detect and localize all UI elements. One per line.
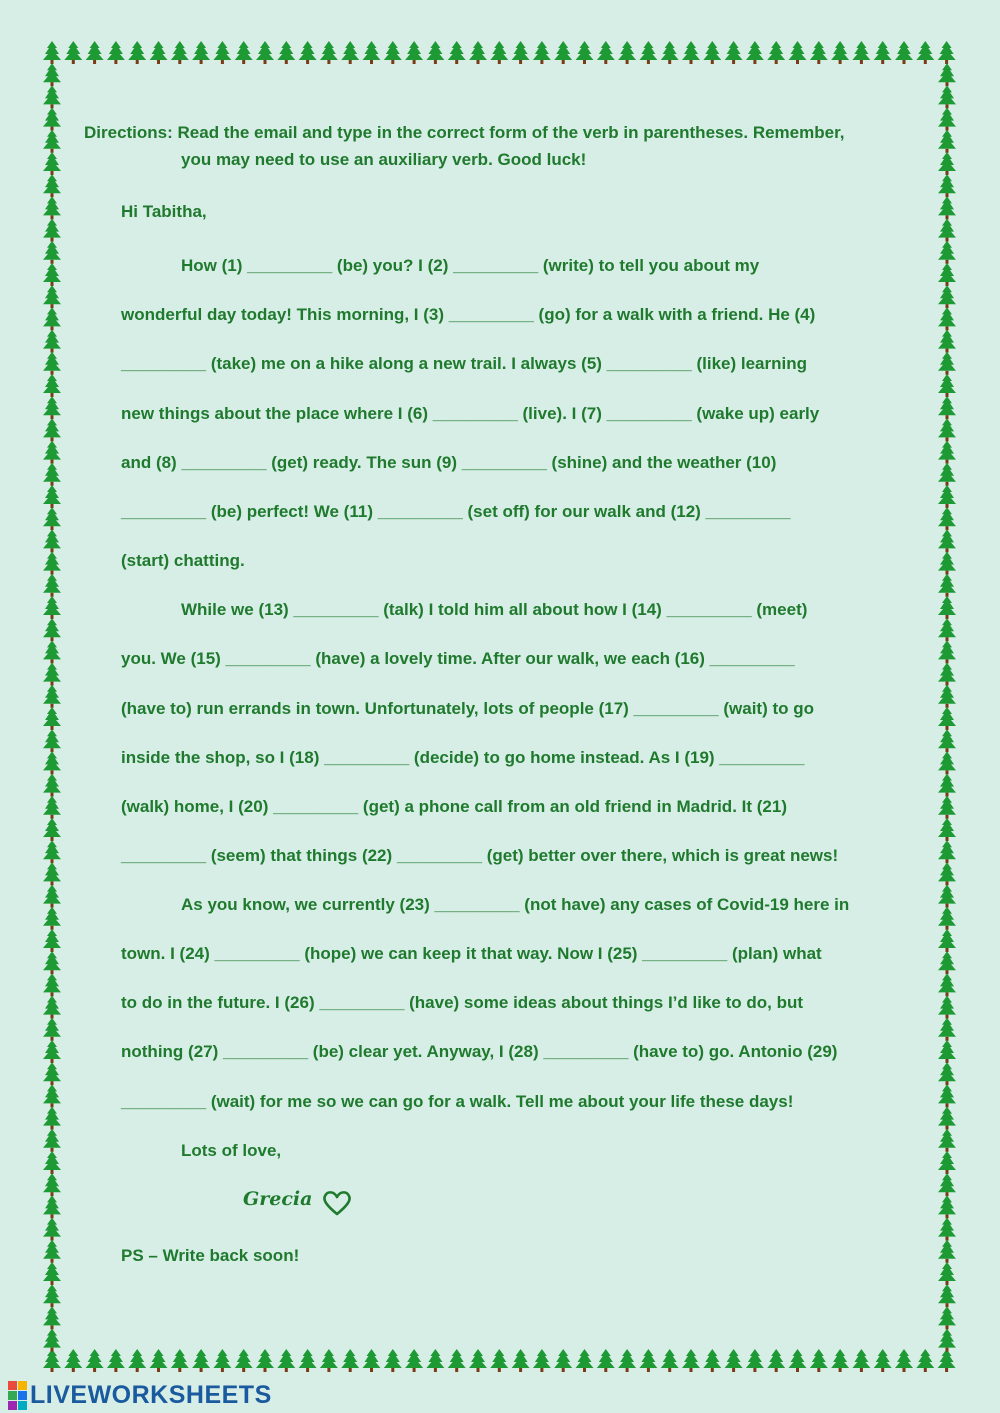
christmas-tree-icon: [128, 41, 146, 64]
christmas-tree-icon: [533, 41, 551, 64]
christmas-tree-icon: [43, 196, 61, 219]
christmas-tree-icon: [938, 640, 956, 663]
christmas-tree-icon: [938, 729, 956, 752]
christmas-tree-icon: [43, 1084, 61, 1107]
christmas-tree-icon: [43, 818, 61, 841]
christmas-tree-icon: [597, 1349, 615, 1372]
christmas-tree-icon: [43, 1129, 61, 1152]
christmas-tree-icon: [128, 1349, 146, 1372]
christmas-tree-icon: [618, 41, 636, 64]
christmas-tree-icon: [43, 885, 61, 908]
christmas-tree-icon: [554, 41, 572, 64]
christmas-tree-icon: [938, 862, 956, 885]
christmas-tree-icon: [938, 1173, 956, 1196]
liveworksheets-logo-icon: [8, 1381, 27, 1410]
christmas-tree-icon: [938, 907, 956, 930]
directions-line-1: Directions: Read the email and type in the correct form of the verb in parentheses. Remember,: [84, 123, 845, 142]
christmas-tree-icon: [938, 130, 956, 153]
christmas-tree-icon: [874, 1349, 892, 1372]
christmas-tree-icon: [384, 41, 402, 64]
christmas-tree-icon: [107, 1349, 125, 1372]
christmas-tree-icon: [938, 1129, 956, 1152]
christmas-tree-icon: [938, 951, 956, 974]
christmas-tree-icon: [512, 41, 530, 64]
christmas-tree-icon: [746, 41, 764, 64]
christmas-tree-icon: [256, 41, 274, 64]
christmas-tree-icon: [938, 174, 956, 197]
christmas-tree-icon: [810, 1349, 828, 1372]
heart-icon: [322, 1190, 352, 1216]
email-line: to do in the future. I (26) _________ (have) some ideas about things I’d like to do, but: [121, 993, 804, 1012]
christmas-tree-icon: [192, 1349, 210, 1372]
christmas-tree-icon: [43, 63, 61, 86]
christmas-tree-icon: [938, 751, 956, 774]
christmas-tree-icon: [682, 41, 700, 64]
ps-line: PS – Write back soon!: [121, 1246, 300, 1265]
christmas-tree-icon: [789, 1349, 807, 1372]
christmas-tree-icon: [43, 130, 61, 153]
christmas-tree-icon: [43, 840, 61, 863]
christmas-tree-icon: [43, 1218, 61, 1241]
christmas-tree-icon: [277, 1349, 295, 1372]
christmas-tree-icon: [43, 1284, 61, 1307]
christmas-tree-icon: [512, 1349, 530, 1372]
christmas-tree-icon: [725, 1349, 743, 1372]
christmas-tree-icon: [43, 1018, 61, 1041]
christmas-tree-icon: [554, 1349, 572, 1372]
christmas-tree-icon: [171, 1349, 189, 1372]
christmas-tree-icon: [938, 1062, 956, 1085]
email-line: _________ (be) perfect! We (11) _________ (set off) for our walk and (12) _________: [121, 502, 791, 521]
christmas-tree-icon: [363, 41, 381, 64]
christmas-tree-icon: [341, 41, 359, 64]
christmas-tree-icon: [43, 1349, 61, 1372]
christmas-tree-icon: [938, 996, 956, 1019]
email-line: inside the shop, so I (18) _________ (decide) to go home instead. As I (19) _________: [121, 748, 805, 767]
christmas-tree-icon: [938, 241, 956, 264]
christmas-tree-icon: [64, 1349, 82, 1372]
christmas-tree-icon: [576, 1349, 594, 1372]
christmas-tree-icon: [938, 108, 956, 131]
christmas-tree-icon: [703, 1349, 721, 1372]
christmas-tree-icon: [938, 1018, 956, 1041]
christmas-tree-icon: [746, 1349, 764, 1372]
christmas-tree-icon: [43, 507, 61, 530]
christmas-tree-icon: [107, 41, 125, 64]
christmas-tree-icon: [43, 1062, 61, 1085]
christmas-tree-icon: [938, 1040, 956, 1063]
christmas-tree-icon: [938, 219, 956, 242]
christmas-tree-icon: [938, 618, 956, 641]
closing: Lots of love,: [181, 1141, 282, 1160]
christmas-tree-icon: [213, 1349, 231, 1372]
christmas-tree-icon: [938, 41, 956, 64]
email-line: and (8) _________ (get) ready. The sun (9) _________ (shine) and the weather (10): [121, 453, 777, 472]
christmas-tree-icon: [43, 307, 61, 330]
christmas-tree-icon: [448, 41, 466, 64]
christmas-tree-icon: [639, 1349, 657, 1372]
christmas-tree-icon: [661, 1349, 679, 1372]
christmas-tree-icon: [938, 1306, 956, 1329]
christmas-tree-icon: [299, 1349, 317, 1372]
christmas-tree-icon: [533, 1349, 551, 1372]
christmas-tree-icon: [938, 1262, 956, 1285]
christmas-tree-icon: [767, 1349, 785, 1372]
christmas-tree-icon: [938, 507, 956, 530]
christmas-tree-icon: [43, 729, 61, 752]
christmas-tree-icon: [938, 529, 956, 552]
christmas-tree-icon: [938, 774, 956, 797]
christmas-tree-icon: [43, 640, 61, 663]
christmas-tree-icon: [938, 63, 956, 86]
email-line: nothing (27) _________ (be) clear yet. Anyway, I (28) _________ (have to) go. Antonio (29): [121, 1042, 838, 1061]
christmas-tree-icon: [43, 41, 61, 64]
christmas-tree-icon: [789, 41, 807, 64]
christmas-tree-icon: [43, 441, 61, 464]
christmas-tree-icon: [43, 618, 61, 641]
christmas-tree-icon: [938, 885, 956, 908]
greeting: Hi Tabitha,: [121, 202, 207, 221]
christmas-tree-icon: [938, 1084, 956, 1107]
christmas-tree-icon: [703, 41, 721, 64]
christmas-tree-icon: [852, 1349, 870, 1372]
christmas-tree-icon: [43, 85, 61, 108]
christmas-tree-icon: [171, 41, 189, 64]
christmas-tree-icon: [810, 41, 828, 64]
christmas-tree-icon: [384, 1349, 402, 1372]
christmas-tree-icon: [213, 41, 231, 64]
christmas-tree-icon: [43, 907, 61, 930]
christmas-tree-icon: [938, 973, 956, 996]
christmas-tree-icon: [235, 1349, 253, 1372]
christmas-tree-icon: [938, 307, 956, 330]
christmas-tree-icon: [938, 663, 956, 686]
christmas-tree-icon: [831, 41, 849, 64]
christmas-tree-icon: [938, 263, 956, 286]
christmas-tree-icon: [43, 1329, 61, 1352]
christmas-tree-icon: [43, 751, 61, 774]
christmas-tree-icon: [43, 330, 61, 353]
christmas-tree-icon: [43, 552, 61, 575]
christmas-tree-icon: [639, 41, 657, 64]
christmas-tree-icon: [43, 707, 61, 730]
christmas-tree-icon: [405, 1349, 423, 1372]
christmas-tree-icon: [43, 1262, 61, 1285]
christmas-tree-icon: [597, 41, 615, 64]
christmas-tree-icon: [938, 418, 956, 441]
christmas-tree-icon: [938, 85, 956, 108]
christmas-tree-icon: [469, 41, 487, 64]
christmas-tree-icon: [320, 1349, 338, 1372]
email-line: wonderful day today! This morning, I (3) _________ (go) for a walk with a friend. He (4): [121, 305, 816, 324]
christmas-tree-icon: [43, 596, 61, 619]
christmas-tree-icon: [235, 41, 253, 64]
email-line: you. We (15) _________ (have) a lovely time. After our walk, we each (16) _________: [121, 649, 795, 668]
christmas-tree-icon: [43, 152, 61, 175]
christmas-tree-icon: [256, 1349, 274, 1372]
christmas-tree-icon: [43, 996, 61, 1019]
christmas-tree-icon: [43, 108, 61, 131]
christmas-tree-icon: [938, 685, 956, 708]
christmas-tree-icon: [43, 241, 61, 264]
christmas-tree-icon: [938, 1329, 956, 1352]
christmas-tree-icon: [43, 285, 61, 308]
christmas-tree-icon: [938, 1240, 956, 1263]
christmas-tree-icon: [43, 973, 61, 996]
christmas-tree-icon: [43, 663, 61, 686]
signature: Grecia: [243, 1188, 313, 1210]
christmas-tree-icon: [938, 330, 956, 353]
christmas-tree-icon: [938, 196, 956, 219]
christmas-tree-icon: [43, 263, 61, 286]
christmas-tree-icon: [86, 1349, 104, 1372]
christmas-tree-icon: [938, 840, 956, 863]
christmas-tree-icon: [874, 41, 892, 64]
christmas-tree-icon: [43, 529, 61, 552]
christmas-tree-icon: [43, 685, 61, 708]
christmas-tree-icon: [938, 463, 956, 486]
email-line: (have to) run errands in town. Unfortunately, lots of people (17) _________ (wait) to go: [121, 699, 815, 718]
christmas-tree-icon: [43, 174, 61, 197]
christmas-tree-icon: [831, 1349, 849, 1372]
christmas-tree-icon: [938, 1284, 956, 1307]
christmas-tree-icon: [43, 374, 61, 397]
christmas-tree-icon: [43, 929, 61, 952]
christmas-tree-icon: [363, 1349, 381, 1372]
christmas-tree-icon: [405, 41, 423, 64]
christmas-tree-icon: [320, 41, 338, 64]
christmas-tree-icon: [618, 1349, 636, 1372]
christmas-tree-icon: [916, 1349, 934, 1372]
christmas-tree-icon: [43, 1240, 61, 1263]
christmas-tree-icon: [490, 1349, 508, 1372]
christmas-tree-icon: [43, 1173, 61, 1196]
email-line: As you know, we currently (23) _________ (not have) any cases of Covid-19 here in: [181, 895, 850, 914]
christmas-tree-icon: [43, 1107, 61, 1130]
email-line: How (1) _________ (be) you? I (2) _________ (write) to tell you about my: [181, 256, 760, 275]
christmas-tree-icon: [895, 1349, 913, 1372]
liveworksheets-logo: [8, 1380, 272, 1410]
christmas-tree-icon: [150, 41, 168, 64]
christmas-tree-icon: [938, 552, 956, 575]
christmas-tree-icon: [576, 41, 594, 64]
christmas-tree-icon: [938, 818, 956, 841]
christmas-tree-icon: [341, 1349, 359, 1372]
christmas-tree-icon: [938, 441, 956, 464]
christmas-tree-icon: [938, 796, 956, 819]
christmas-tree-icon: [43, 352, 61, 375]
christmas-tree-icon: [43, 463, 61, 486]
christmas-tree-icon: [43, 418, 61, 441]
christmas-tree-icon: [43, 485, 61, 508]
email-line: new things about the place where I (6) _________ (live). I (7) _________ (wake up) early: [121, 404, 820, 423]
email-line: While we (13) _________ (talk) I told him all about how I (14) _________ (meet): [181, 600, 808, 619]
email-line: (start) chatting.: [121, 551, 245, 570]
christmas-tree-icon: [938, 396, 956, 419]
christmas-tree-icon: [43, 1195, 61, 1218]
christmas-tree-icon: [43, 1306, 61, 1329]
christmas-tree-icon: [725, 41, 743, 64]
christmas-tree-icon: [43, 574, 61, 597]
email-line: town. I (24) _________ (hope) we can keep it that way. Now I (25) _________ (plan) what: [121, 944, 822, 963]
christmas-tree-icon: [938, 485, 956, 508]
christmas-tree-icon: [43, 396, 61, 419]
christmas-tree-icon: [938, 1349, 956, 1372]
christmas-tree-icon: [852, 41, 870, 64]
christmas-tree-icon: [938, 1218, 956, 1241]
christmas-tree-icon: [64, 41, 82, 64]
email-line: _________ (wait) for me so we can go for a walk. Tell me about your life these days!: [121, 1092, 794, 1111]
christmas-tree-icon: [150, 1349, 168, 1372]
christmas-tree-icon: [43, 1151, 61, 1174]
christmas-tree-icon: [426, 1349, 444, 1372]
christmas-tree-icon: [469, 1349, 487, 1372]
christmas-tree-icon: [916, 41, 934, 64]
christmas-tree-icon: [661, 41, 679, 64]
christmas-tree-icon: [938, 152, 956, 175]
christmas-tree-icon: [938, 1151, 956, 1174]
christmas-tree-icon: [43, 796, 61, 819]
christmas-tree-icon: [938, 596, 956, 619]
christmas-tree-icon: [767, 41, 785, 64]
christmas-tree-icon: [43, 951, 61, 974]
christmas-tree-icon: [938, 1107, 956, 1130]
christmas-tree-icon: [938, 574, 956, 597]
email-line: _________ (seem) that things (22) _________ (get) better over there, which is great news!: [121, 846, 839, 865]
christmas-tree-icon: [938, 929, 956, 952]
directions-line-2: you may need to use an auxiliary verb. Good luck!: [181, 150, 587, 169]
christmas-tree-icon: [938, 285, 956, 308]
christmas-tree-icon: [938, 352, 956, 375]
christmas-tree-icon: [192, 41, 210, 64]
christmas-tree-icon: [426, 41, 444, 64]
christmas-tree-icon: [277, 41, 295, 64]
email-line: _________ (take) me on a hike along a new trail. I always (5) _________ (like) learning: [121, 354, 808, 373]
email-line: (walk) home, I (20) _________ (get) a phone call from an old friend in Madrid. It (21): [121, 797, 787, 816]
christmas-tree-icon: [490, 41, 508, 64]
christmas-tree-icon: [86, 41, 104, 64]
logo-text: LIVEWORKSHEETS: [30, 1380, 272, 1409]
christmas-tree-icon: [938, 1195, 956, 1218]
christmas-tree-icon: [938, 374, 956, 397]
christmas-tree-icon: [43, 219, 61, 242]
christmas-tree-icon: [43, 774, 61, 797]
christmas-tree-icon: [299, 41, 317, 64]
christmas-tree-icon: [448, 1349, 466, 1372]
christmas-tree-icon: [43, 1040, 61, 1063]
christmas-tree-icon: [895, 41, 913, 64]
christmas-tree-icon: [682, 1349, 700, 1372]
christmas-tree-icon: [43, 862, 61, 885]
christmas-tree-icon: [938, 707, 956, 730]
